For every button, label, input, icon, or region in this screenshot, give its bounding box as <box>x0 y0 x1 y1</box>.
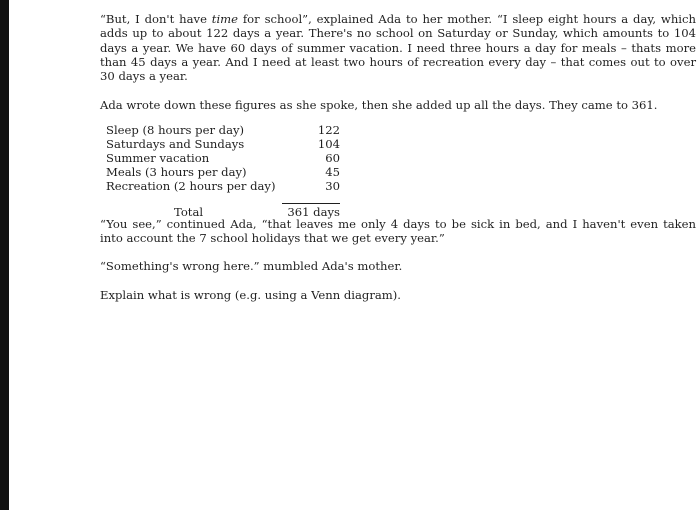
total-rule <box>282 203 340 204</box>
row-label: Recreation (2 hours per day) <box>106 178 276 193</box>
row-value: 30 <box>325 178 340 193</box>
table-total-row <box>106 205 346 219</box>
row-label: Meals (3 hours per day) <box>106 164 247 179</box>
paragraph-mother: “Something's wrong here.” mumbled Ada's mother. <box>100 259 403 274</box>
p1-emphasis-time: time <box>211 12 239 26</box>
paragraph-ada-continues: “You see,” continued Ada, “that leaves me only 4 days to be sick in bed, and I haven't even taken into account the 7 school holidays that we get every year.” <box>100 216 696 246</box>
paragraph-ada-explains <box>100 12 696 83</box>
p1-text-start: “But, I don't have <box>100 12 212 26</box>
row-label: Sleep (8 hours per day) <box>106 122 245 137</box>
table-row <box>106 137 346 151</box>
total-value: 361 days <box>287 204 340 219</box>
left-edge-bar <box>0 0 9 510</box>
row-value: 60 <box>325 150 340 165</box>
row-label: Saturdays and Sundays <box>106 136 245 151</box>
table-row <box>106 165 346 179</box>
table-row <box>106 179 346 193</box>
table-row <box>106 151 346 165</box>
row-value: 122 <box>317 122 340 137</box>
paragraph-figures: Ada wrote down these figures as she spoke, then she added up all the days. They came to 361. <box>100 98 658 113</box>
row-value: 45 <box>325 164 340 179</box>
paragraph-question: Explain what is wrong (e.g. using a Venn diagram). <box>100 287 401 302</box>
days-table <box>106 123 346 217</box>
total-label: Total <box>174 204 204 219</box>
table-row <box>106 123 346 137</box>
p1-text-end: for school”, explained Ada to her mother. “I sleep eight hours a day, which adds up to about 122 days a year. There's no school on Saturday or Sunday, which amounts to 104 days a year. We have 60 days of summer vacation. I need three hours a day for meals – thats more than 45 days a year. And I need at least two hours of recreation every day – that comes out to over 30 days a year. <box>100 12 696 84</box>
document-body <box>100 12 696 302</box>
row-value: 104 <box>317 136 340 151</box>
row-label: Summer vacation <box>106 150 210 165</box>
